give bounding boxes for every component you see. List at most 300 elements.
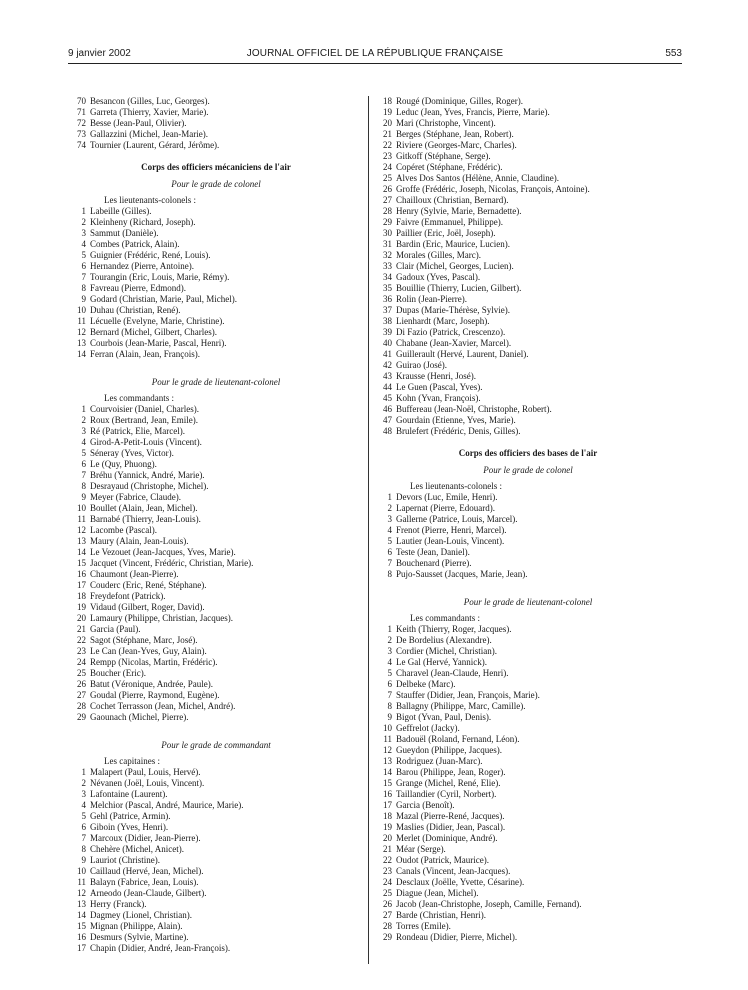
list-item <box>378 624 678 635</box>
list-item <box>72 349 360 360</box>
list-item <box>378 382 678 393</box>
list-item-number: 24 <box>77 657 86 667</box>
list-item-number: 24 <box>383 877 392 887</box>
list-item <box>72 426 360 437</box>
list-item <box>72 206 360 217</box>
list-item-name: Lautier (Jean-Louis, Vincent). <box>396 536 505 546</box>
list-item <box>72 448 360 459</box>
list-item-number: 11 <box>383 734 392 744</box>
list-item <box>72 679 360 690</box>
list-item <box>378 415 678 426</box>
section-title: Corps des officiers des bases de l'air <box>458 448 598 458</box>
list-item-number: 1 <box>387 492 392 502</box>
list-item-number: 4 <box>387 657 392 667</box>
list-item <box>378 118 678 129</box>
list-item-name: Ré (Patrick, Elie, Marcel). <box>90 426 185 436</box>
list-item <box>378 316 678 327</box>
list-item-name: Charavel (Jean-Claude, Henri). <box>396 668 509 678</box>
list-item-number: 3 <box>387 514 392 524</box>
list-item-name: Buffereau (Jean-Noël, Christophe, Robert). <box>396 404 552 414</box>
rank-group-label: Les lieutenants-colonels : <box>104 195 196 205</box>
list-item-name: Delbeke (Marc). <box>396 679 456 689</box>
list-item <box>378 96 678 107</box>
list-item <box>378 492 678 503</box>
list-item-name: Desrayaud (Christophe, Michel). <box>90 481 209 491</box>
list-item-number: 23 <box>77 646 86 656</box>
list-item <box>378 712 678 723</box>
list-item-number: 7 <box>387 690 392 700</box>
list-item-number: 12 <box>77 327 86 337</box>
list-item <box>72 272 360 283</box>
list-item-number: 40 <box>383 338 392 348</box>
list-item-name: Garreta (Thierry, Xavier, Marie). <box>90 107 209 117</box>
list-item <box>378 393 678 404</box>
list-item-name: Stauffer (Didier, Jean, François, Marie). <box>396 690 540 700</box>
list-item-name: Duhau (Christian, René). <box>90 305 181 315</box>
list-item-number: 6 <box>387 679 392 689</box>
list-item <box>378 206 678 217</box>
list-item <box>72 118 360 129</box>
list-item-number: 3 <box>387 646 392 656</box>
list-item-name: Clair (Michel, Georges, Lucien). <box>396 261 514 271</box>
list-item-name: Jacob (Jean-Christophe, Joseph, Camille, Fernand). <box>396 899 582 909</box>
list-item <box>72 316 360 327</box>
list-item-number: 12 <box>77 888 86 898</box>
list-item-name: Garcia (Paul). <box>90 624 141 634</box>
list-item-name: Courvoisier (Daniel, Charles). <box>90 404 199 414</box>
list-item-number: 12 <box>77 525 86 535</box>
list-item-number: 14 <box>77 349 86 359</box>
list-item <box>378 558 678 569</box>
list-item-name: Gallerne (Patrice, Louis, Marcel). <box>396 514 518 524</box>
list-item-number: 9 <box>81 294 86 304</box>
list-item-name: Bardin (Eric, Maurice, Lucien). <box>396 239 510 249</box>
list-item-number: 23 <box>383 151 392 161</box>
list-item-name: Girod-A-Petit-Louis (Vincent). <box>90 437 202 447</box>
list-item-name: Diague (Jean, Michel). <box>396 888 479 898</box>
list-item-name: Le (Quy, Phuong). <box>90 459 157 469</box>
issue-date: 9 janvier 2002 <box>68 48 131 59</box>
list-item-number: 16 <box>383 789 392 799</box>
list-item-number: 8 <box>387 701 392 711</box>
list-item-name: Paillier (Eric, Joël, Joseph). <box>396 228 496 238</box>
list-item-name: Maslies (Didier, Jean, Pascal). <box>396 822 506 832</box>
list-item-number: 4 <box>81 800 86 810</box>
list-item-number: 6 <box>81 822 86 832</box>
list-item-number: 25 <box>77 668 86 678</box>
list-item <box>72 668 360 679</box>
list-item <box>72 250 360 261</box>
list-item <box>72 96 360 107</box>
list-item-name: Henry (Sylvie, Marie, Bernadette). <box>396 206 522 216</box>
list-item-name: Morales (Gilles, Marc). <box>396 250 481 260</box>
list-item <box>72 657 360 668</box>
list-item-number: 28 <box>383 921 392 931</box>
list-item-name: Leduc (Jean, Yves, Francis, Pierre, Marie). <box>396 107 550 117</box>
list-item-number: 17 <box>77 943 86 953</box>
list-item <box>72 910 360 921</box>
list-item-name: Caillaud (Hervé, Jean, Michel). <box>90 866 204 876</box>
list-item <box>378 767 678 778</box>
list-item <box>72 778 360 789</box>
list-item-name: Vidaud (Gilbert, Roger, David). <box>90 602 205 612</box>
list-item-number: 29 <box>383 932 392 942</box>
group-spacer <box>72 723 360 734</box>
list-item <box>72 437 360 448</box>
list-item <box>378 877 678 888</box>
list-item <box>72 492 360 503</box>
list-item <box>378 668 678 679</box>
list-item-number: 27 <box>383 910 392 920</box>
list-item-number: 27 <box>77 690 86 700</box>
list-item-number: 18 <box>383 811 392 821</box>
list-item-number: 4 <box>81 239 86 249</box>
group-spacer <box>378 580 678 591</box>
list-item-number: 34 <box>383 272 392 282</box>
list-item-number: 7 <box>81 272 86 282</box>
list-item-name: Maury (Alain, Jean-Louis). <box>90 536 189 546</box>
list-item-name: Batut (Véronique, Andrée, Paule). <box>90 679 213 689</box>
list-item <box>378 734 678 745</box>
list-item-number: 26 <box>77 679 86 689</box>
list-item-name: Groffe (Frédéric, Joseph, Nicolas, François, Antoine). <box>396 184 590 194</box>
list-item-number: 1 <box>81 206 86 216</box>
list-item <box>378 503 678 514</box>
list-item-number: 22 <box>77 635 86 645</box>
list-item <box>378 547 678 558</box>
list-item-number: 14 <box>77 547 86 557</box>
list-item-name: Dupas (Marie-Thérèse, Sylvie). <box>396 305 510 315</box>
list-item <box>378 910 678 921</box>
list-item-number: 13 <box>383 756 392 766</box>
list-item-name: Grange (Michel, René, Elie). <box>396 778 501 788</box>
list-item-number: 22 <box>383 855 392 865</box>
list-item-name: Godard (Christian, Marie, Paul, Michel). <box>90 294 237 304</box>
list-item <box>72 921 360 932</box>
list-item-name: Faivre (Emmanuel, Philippe). <box>396 217 503 227</box>
list-item-name: Gitkoff (Stéphane, Serge). <box>396 151 491 161</box>
list-item-number: 27 <box>383 195 392 205</box>
list-item-name: Di Fazio (Patrick, Crescenzo). <box>396 327 506 337</box>
list-item-name: Chapin (Didier, André, Jean-François). <box>90 943 231 953</box>
list-item-number: 11 <box>77 514 86 524</box>
list-item-name: Torres (Emile). <box>396 921 451 931</box>
list-item <box>72 261 360 272</box>
column-divider <box>368 96 369 964</box>
list-item-name: Badouël (Roland, Fernand, Léon). <box>396 734 520 744</box>
list-item-number: 5 <box>81 250 86 260</box>
grade-subtitle: Pour le grade de lieutenant-colonel <box>151 377 281 387</box>
list-item <box>72 943 360 954</box>
list-item-name: Chehère (Michel, Anicet). <box>90 844 184 854</box>
list-item-number: 38 <box>383 316 392 326</box>
list-item-name: Teste (Jean, Daniel). <box>396 547 470 557</box>
list-item <box>378 690 678 701</box>
list-item-name: Desclaux (Joëlle, Yvette, Césarine). <box>396 877 525 887</box>
list-item <box>72 569 360 580</box>
list-item-name: Canals (Vincent, Jean-Jacques). <box>396 866 511 876</box>
list-item-name: Copéret (Stéphane, Frédéric). <box>396 162 503 172</box>
list-item-name: Mazal (Pierre-René, Jacques). <box>396 811 505 821</box>
grade-subtitle: Pour le grade de colonel <box>171 179 261 189</box>
list-item <box>72 547 360 558</box>
list-item-number: 13 <box>77 338 86 348</box>
list-item-number: 13 <box>77 536 86 546</box>
left-column <box>72 96 360 954</box>
list-item-number: 11 <box>77 316 86 326</box>
list-item-number: 3 <box>81 789 86 799</box>
list-item-number: 4 <box>81 437 86 447</box>
list-item-name: Gueydon (Philippe, Jacques). <box>396 745 502 755</box>
rank-group-label: Les commandants : <box>104 393 174 403</box>
list-item-name: Lapernat (Pierre, Edouard). <box>396 503 495 513</box>
list-item <box>378 195 678 206</box>
list-item-name: Sagot (Stéphane, Marc, José). <box>90 635 198 645</box>
group-spacer <box>72 360 360 371</box>
list-item-number: 44 <box>383 382 392 392</box>
list-item <box>72 833 360 844</box>
list-item <box>72 283 360 294</box>
list-item <box>72 481 360 492</box>
list-item-number: 33 <box>383 261 392 271</box>
list-item <box>378 371 678 382</box>
list-item-number: 74 <box>77 140 86 150</box>
list-item-name: Lécuelle (Evelyne, Marie, Christine). <box>90 316 225 326</box>
list-item <box>378 327 678 338</box>
list-item-name: Arneodo (Jean-Claude, Gilbert). <box>90 888 207 898</box>
list-item-name: Couderc (Eric, René, Stéphane). <box>90 580 207 590</box>
list-item-number: 17 <box>77 580 86 590</box>
list-item-name: Rougé (Dominique, Gilles, Roger). <box>396 96 523 106</box>
list-item <box>72 536 360 547</box>
list-item-name: Labeille (Gilles). <box>90 206 152 216</box>
rank-group-label: Les lieutenants-colonels : <box>410 481 502 491</box>
list-item-name: Le Guen (Pascal, Yves). <box>396 382 483 392</box>
list-item <box>72 690 360 701</box>
list-item-number: 5 <box>387 536 392 546</box>
list-item-name: Chabane (Jean-Xavier, Marcel). <box>396 338 512 348</box>
rank-group-label: Les capitaines : <box>104 756 160 766</box>
rank-group-label: Les commandants : <box>410 613 480 623</box>
right-column <box>378 96 678 943</box>
list-item-name: Guirao (José). <box>396 360 447 370</box>
list-item <box>378 217 678 228</box>
list-item-number: 21 <box>77 624 86 634</box>
list-item-number: 21 <box>383 844 392 854</box>
list-item-number: 37 <box>383 305 392 315</box>
list-item <box>378 789 678 800</box>
list-item <box>72 624 360 635</box>
list-item <box>378 184 678 195</box>
list-item <box>72 602 360 613</box>
list-item <box>378 679 678 690</box>
list-item-name: Boullet (Alain, Jean, Michel). <box>90 503 198 513</box>
list-item-number: 6 <box>81 261 86 271</box>
list-item-number: 5 <box>81 448 86 458</box>
list-item-name: Frenot (Pierre, Henri, Marcel). <box>396 525 507 535</box>
list-item <box>72 305 360 316</box>
list-item <box>378 107 678 118</box>
list-item-name: Barnabé (Thierry, Jean-Louis). <box>90 514 201 524</box>
list-item <box>72 415 360 426</box>
list-item-name: Devors (Luc, Emile, Henri). <box>396 492 498 502</box>
list-item-name: Bernard (Michel, Gilbert, Charles). <box>90 327 217 337</box>
list-item-name: Le Gal (Hervé, Yannick). <box>396 657 487 667</box>
list-item-name: Merlet (Dominique, André). <box>396 833 498 843</box>
list-item <box>378 294 678 305</box>
list-item-number: 7 <box>387 558 392 568</box>
list-item <box>378 844 678 855</box>
list-item-name: Cochet Terrasson (Jean, Michel, André). <box>90 701 236 711</box>
list-item-name: Rolin (Jean-Pierre). <box>396 294 467 304</box>
list-item <box>378 822 678 833</box>
list-item-name: De Bordelius (Alexandre). <box>396 635 492 645</box>
list-item <box>72 503 360 514</box>
list-item-name: Pujo-Sausset (Jacques, Marie, Jean). <box>396 569 528 579</box>
list-item-number: 20 <box>77 613 86 623</box>
list-item-name: Méar (Serge). <box>396 844 446 854</box>
list-item <box>72 404 360 415</box>
list-item-name: Kohn (Yvan, François). <box>396 393 481 403</box>
list-item-name: Névanen (Joël, Louis, Vincent). <box>90 778 205 788</box>
list-item <box>72 459 360 470</box>
list-item <box>72 613 360 624</box>
list-item-number: 36 <box>383 294 392 304</box>
list-item-number: 10 <box>77 503 86 513</box>
list-item <box>378 778 678 789</box>
list-item-number: 25 <box>383 888 392 898</box>
list-item-number: 71 <box>77 107 86 117</box>
grade-subtitle: Pour le grade de colonel <box>483 465 573 475</box>
list-item-number: 18 <box>77 591 86 601</box>
list-item-name: Riviere (Georges-Marc, Charles). <box>396 140 517 150</box>
list-item <box>378 239 678 250</box>
list-item-name: Mari (Christophe, Vincent). <box>396 118 496 128</box>
list-item-number: 15 <box>77 921 86 931</box>
list-item-name: Gaounach (Michel, Pierre). <box>90 712 189 722</box>
list-item-name: Melchior (Pascal, André, Maurice, Marie). <box>90 800 244 810</box>
list-item-number: 21 <box>383 129 392 139</box>
list-item <box>72 635 360 646</box>
list-item <box>72 646 360 657</box>
list-item-number: 6 <box>387 547 392 557</box>
list-item <box>378 569 678 580</box>
list-item-number: 30 <box>383 228 392 238</box>
list-item-name: Besse (Jean-Paul, Olivier). <box>90 118 187 128</box>
list-item <box>378 745 678 756</box>
list-item-number: 47 <box>383 415 392 425</box>
list-item-name: Gadoux (Yves, Pascal). <box>396 272 481 282</box>
list-item-number: 2 <box>81 415 86 425</box>
list-item-name: Bouillie (Thierry, Lucien, Gilbert). <box>396 283 522 293</box>
list-item-name: Rempp (Nicolas, Martin, Frédéric). <box>90 657 218 667</box>
list-item <box>72 217 360 228</box>
list-item-name: Meyer (Fabrice, Claude). <box>90 492 181 502</box>
list-item-name: Tournier (Laurent, Gérard, Jérôme). <box>90 140 220 150</box>
list-item-name: Freydefont (Patrick). <box>90 591 166 601</box>
list-item-number: 11 <box>77 877 86 887</box>
list-item <box>378 756 678 767</box>
list-item-number: 9 <box>387 712 392 722</box>
list-item-name: Courbois (Jean-Marie, Pascal, Henri). <box>90 338 227 348</box>
list-item-name: Barou (Philippe, Jean, Roger). <box>396 767 506 777</box>
list-item-number: 9 <box>81 492 86 502</box>
list-item <box>72 811 360 822</box>
list-item <box>378 426 678 437</box>
list-item-name: Hernandez (Pierre, Antoine). <box>90 261 194 271</box>
list-item-name: Ferran (Alain, Jean, François). <box>90 349 200 359</box>
list-item <box>72 701 360 712</box>
list-item-number: 23 <box>383 866 392 876</box>
list-item-name: Desmurs (Sylvie, Martine). <box>90 932 189 942</box>
list-item <box>378 899 678 910</box>
list-item <box>72 877 360 888</box>
list-item-number: 3 <box>81 228 86 238</box>
list-item-name: Lauriot (Christine). <box>90 855 160 865</box>
list-item <box>72 800 360 811</box>
list-item-number: 25 <box>383 173 392 183</box>
list-item <box>378 228 678 239</box>
list-item-name: Geffrelot (Jacky). <box>396 723 460 733</box>
list-item-number: 3 <box>81 426 86 436</box>
list-item <box>72 514 360 525</box>
list-item-name: Guillerault (Hervé, Laurent, Daniel). <box>396 349 529 359</box>
list-item-name: Goudal (Pierre, Raymond, Eugène). <box>90 690 220 700</box>
list-item-number: 9 <box>81 855 86 865</box>
list-item-number: 26 <box>383 184 392 194</box>
list-item-name: Jacquet (Vincent, Frédéric, Christian, Marie). <box>90 558 254 568</box>
list-item-name: Gallazzini (Michel, Jean-Marie). <box>90 129 208 139</box>
list-item-name: Sammut (Danièle). <box>90 228 159 238</box>
list-item-name: Rodriguez (Juan-Marc). <box>396 756 483 766</box>
list-item <box>72 899 360 910</box>
list-item-number: 16 <box>77 932 86 942</box>
list-item <box>72 327 360 338</box>
list-item-number: 14 <box>383 767 392 777</box>
list-item-name: Roux (Bertrand, Jean, Emile). <box>90 415 198 425</box>
list-item-number: 29 <box>77 712 86 722</box>
list-item-name: Le Vezouet (Jean-Jacques, Yves, Marie). <box>90 547 236 557</box>
list-item-number: 6 <box>81 459 86 469</box>
list-item <box>378 162 678 173</box>
list-item <box>72 767 360 778</box>
list-item <box>378 646 678 657</box>
list-item <box>72 712 360 723</box>
list-item-number: 19 <box>77 602 86 612</box>
list-item-number: 70 <box>77 96 86 106</box>
list-item-number: 26 <box>383 899 392 909</box>
list-item-name: Guignier (Frédéric, René, Louis). <box>90 250 211 260</box>
list-item-number: 29 <box>383 217 392 227</box>
list-item <box>72 239 360 250</box>
list-item-number: 73 <box>77 129 86 139</box>
list-item <box>72 888 360 899</box>
list-item-name: Tourangin (Eric, Louis, Marie, Rémy). <box>90 272 230 282</box>
list-item <box>72 866 360 877</box>
list-item-name: Combes (Patrick, Alain). <box>90 239 180 249</box>
list-item-number: 10 <box>77 305 86 315</box>
list-item <box>378 404 678 415</box>
list-item-number: 7 <box>81 470 86 480</box>
list-item-number: 46 <box>383 404 392 414</box>
list-item <box>378 536 678 547</box>
list-item-name: Bouchenard (Pierre). <box>396 558 472 568</box>
list-item-name: Barde (Christian, Henri). <box>396 910 486 920</box>
list-item <box>72 822 360 833</box>
list-item-name: Gehl (Patrice, Armin). <box>90 811 171 821</box>
list-item-number: 10 <box>77 866 86 876</box>
list-item-number: 12 <box>383 745 392 755</box>
